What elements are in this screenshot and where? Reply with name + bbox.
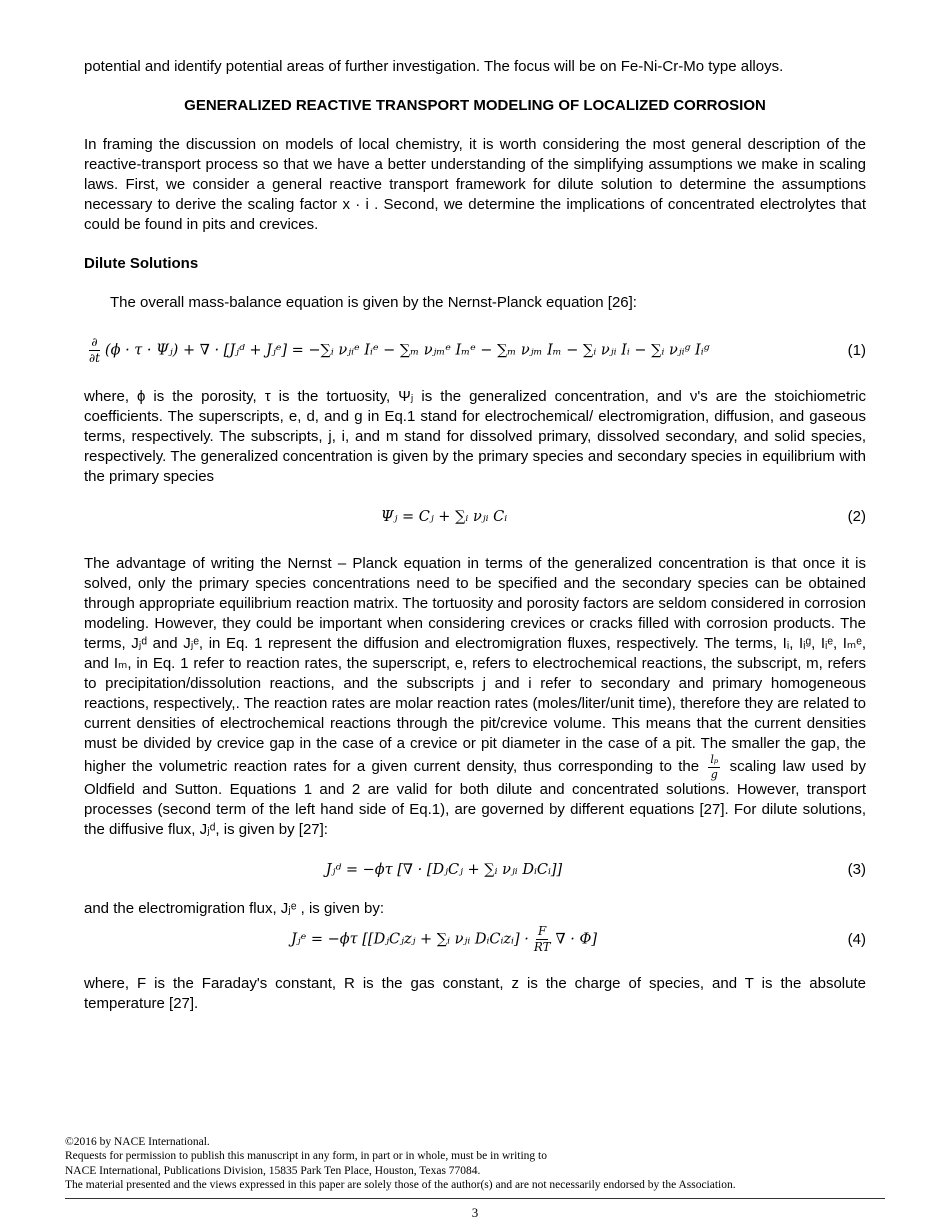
paragraph-electromigration-intro: and the electromigration flux, Jⱼᵉ , is given by: (84, 900, 385, 918)
equation-2 (84, 506, 866, 528)
equation-3-body: Jⱼᵈ = −ϕτ [∇ · [DⱼCⱼ + ∑ᵢ νⱼᵢ DᵢCᵢ]] (325, 862, 563, 879)
equation-4-body-pre: Jⱼᵉ = −ϕτ [[DⱼCⱼzⱼ + ∑ᵢ νⱼᵢ DᵢCᵢzᵢ] · (290, 931, 529, 948)
paragraph-continuation: potential and identify potential areas of further investigation. The focus will be on Fe-Ni-Cr-Mo type alloys. (84, 58, 784, 75)
paragraph-advantage-part1: The advantage of writing the Nernst – Planck equation in terms of the generalized concentration is that once it is solved, only the primary species concentrations need to be specified and the secondary species can be obtained through appropriate equilibrium reaction matrix. The tortuosity and porosity factors are seldom considered in corrosion modeling. However, they could be important when considering crevices or cracks filled with corrosion products. The terms, Jⱼᵈ and Jⱼᵉ, in Eq. 1 represent the diffusion and electromigration fluxes, respectively. The terms, Iᵢ, Iᵢᵍ, Iᵢᵉ, Iₘᵉ, and Iₘ, in Eq. 1 refer to reaction rates, the superscript, e, refers to electrochemical reactions, the subscript, m, refers to precipitation/dissolution reactions, and the subscripts j and i refer to secondary and primary homogeneous reactions, respectively,. The reaction rates are molar reaction rates (moles/liter/unit time), therefore they are related to current densities of electrochemical reactions through the pit/crevice volume. This means that the current densities must be divided by crevice gap in the case of a crevice or pit diameter in the case of a pit. The smaller the gap, the higher the volumetric reaction rates for a given current density, thus corresponding to the (84, 555, 866, 776)
footer-permission-line: Requests for permission to publish this manuscript in any form, in part or in whole, must be in writing to (65, 1150, 547, 1162)
equation-4-body-post: ∇ · Φ] (555, 931, 597, 948)
equation-3-number: (3) (847, 861, 866, 879)
fraction-numerator: F (536, 925, 548, 940)
paragraph-faraday-definitions: where, F is the Faraday's constant, R is the gas constant, z is the charge of species, and T is the absolute temperature [27]. (84, 975, 866, 1013)
page-number: 3 (471, 1204, 479, 1220)
equation-1 (84, 336, 866, 365)
footer-divider-line (65, 1198, 885, 1199)
fraction-numerator: ∂ (89, 336, 99, 351)
equation-2-number: (2) (847, 508, 866, 526)
section-heading: GENERALIZED REACTIVE TRANSPORT MODELING OF LOCALIZED CORROSION (184, 97, 766, 114)
fraction-numerator: lₚ (710, 753, 719, 767)
equation-1-body: (ϕ · τ · Ψⱼ) + ∇ · [Jⱼᵈ + Jⱼᵉ] = −∑ᵢ νⱼᵢᵉ Iᵢᵉ − ∑ₘ νⱼₘᵉ Iₘᵉ − ∑ₘ νⱼₘ Iₘ − ∑ᵢ νⱼᵢ Iᵢ − ∑ᵢ νⱼᵢᵍ Iᵢᵍ (104, 342, 710, 359)
paragraph-mass-balance-intro: The overall mass-balance equation is given by the Nernst-Planck equation [26]: (110, 294, 637, 311)
fraction-denominator: ∂t (89, 351, 100, 366)
fraction-denominator: g (710, 767, 718, 781)
equation-4 (84, 925, 866, 954)
fraction-denominator: RT (533, 940, 551, 955)
equation-3 (84, 859, 866, 881)
footer-disclaimer-line: The material presented and the views expressed in this paper are solely those of the author(s) and are not necessarily endorsed by the Association. (65, 1179, 736, 1191)
paragraph-advantage-part2: scaling law used by Oldfield and Sutton. Equations 1 and 2 are valid for both dilute and concentrated solutions. However, transport processes (second term of the left hand side of Eq.1), are governed by different equations [27]. For dilute solutions, the diffusive flux, Jⱼᵈ, is given by [27]: (84, 758, 867, 839)
subheading-dilute-solutions: Dilute Solutions (84, 255, 199, 272)
fraction-lp-over-g (708, 754, 720, 780)
paragraph-where-definitions: where, ϕ is the porosity, τ is the tortuosity, Ψⱼ is the generalized concentration, and ν's are the stoichiometric coefficients. The superscripts, e, d, and g in Eq.1 stand for electrochemical/ electromigration, diffusion, and gaseous terms, respectively. The subscripts, j, i, and m stand for dissolved primary, dissolved secondary, and solid species, respectively. The generalized concentration is given by the primary species and secondary species in equilibrium with the primary species (84, 388, 866, 486)
footer-address-line: NACE International, Publications Division, 15835 Park Ten Place, Houston, Texas 77084. (65, 1164, 481, 1177)
paragraph-advantage (84, 554, 866, 840)
footer-copyright-line: ©2016 by NACE International. (65, 1135, 210, 1148)
equation-2-body: Ψⱼ = Cⱼ + ∑ᵢ νⱼᵢ Cᵢ (380, 509, 508, 526)
fraction-f-over-rt (532, 925, 553, 954)
paragraph-framing: In framing the discussion on models of local chemistry, it is worth considering the most general description of the reactive-transport process so that we have a better understanding of the simplifying assumptions we make in scaling laws. First, we consider a general reactive transport framework for dilute solution to determine the assumptions necessary to derive the scaling factor x · i . Second, we determine the implications of concentrated electrolytes that could be found in pits and crevices. (84, 136, 866, 233)
equation-4-number: (4) (847, 930, 866, 948)
footer (65, 1135, 885, 1230)
equation-1-number: (1) (847, 341, 866, 359)
fraction-d-dt (87, 336, 102, 365)
